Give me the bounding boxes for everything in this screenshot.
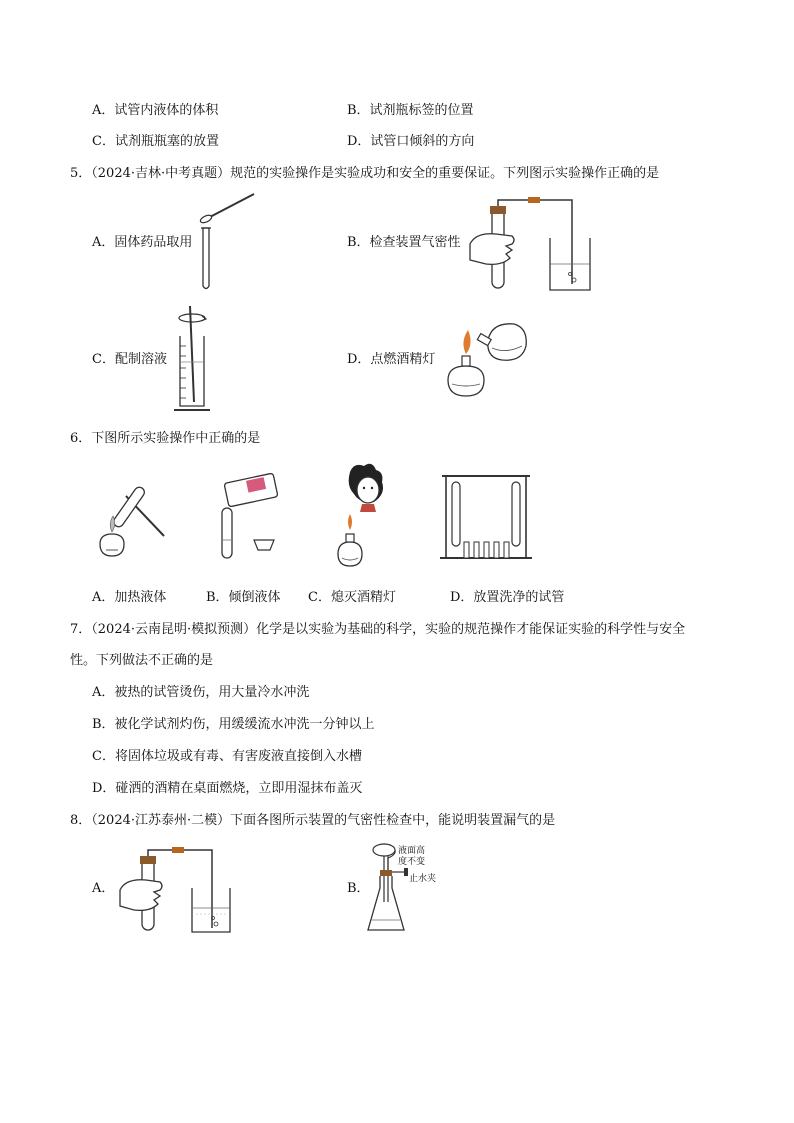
q5-option-a: A．固体药品取用 <box>92 235 193 250</box>
q6-stem: 6．下图所示实验操作中正确的是 <box>70 431 261 446</box>
q7-option-a: A．被热的试管烫伤，用大量冷水冲洗 <box>92 685 310 700</box>
q6-option-b: B．倾倒液体 <box>206 590 281 605</box>
q6-figure-extinguish-lamp <box>330 462 400 574</box>
q8-figure-a-airtightness <box>116 844 236 936</box>
q8-option-b: B． <box>347 881 370 896</box>
q5-figure-cylinder-stirring <box>168 302 214 414</box>
q6-figure-pouring-liquid <box>216 470 282 562</box>
q8-label-clamp: 止水夹 <box>409 874 437 884</box>
q5-figure-solid-sampling <box>196 190 266 295</box>
q7-stem-line2: 性。下列做法不正确的是 <box>70 653 214 668</box>
q5-stem: 5．（2024·吉林·中考真题）规范的实验操作是实验成功和安全的重要保证。下列图示实验操作正确的是 <box>70 166 660 181</box>
q8-stem: 8．（2024·江苏泰州·二模）下面各图所示装置的气密性检查中，能说明装置漏气的是 <box>70 813 556 828</box>
q4-option-b: B．试剂瓶标签的位置 <box>347 103 474 118</box>
q5-figure-airtightness-check <box>466 194 596 294</box>
q5-option-d: D．点燃酒精灯 <box>347 352 436 367</box>
q6-figure-tube-rack <box>436 472 536 564</box>
q5-option-b: B．检查装置气密性 <box>347 235 461 250</box>
q6-option-a: A．加热液体 <box>92 590 167 605</box>
q4-option-c: C．试剂瓶瓶塞的放置 <box>92 134 219 149</box>
q5-figure-alcohol-lamp-lighting <box>440 318 530 402</box>
q7-option-d: D．碰洒的酒精在桌面燃烧，立即用湿抹布盖灭 <box>92 781 363 796</box>
q4-option-d: D．试管口倾斜的方向 <box>347 134 475 149</box>
q5-option-c: C．配制溶液 <box>92 352 167 367</box>
q7-option-c: C．将固体垃圾或有毒、有害废液直接倒入水槽 <box>92 749 362 764</box>
q7-option-b: B．被化学试剂灼伤，用缓缓流水冲洗一分钟以上 <box>92 717 375 732</box>
q8-label-level-line2: 度不变 <box>398 857 426 867</box>
q8-option-a: A． <box>92 881 115 896</box>
q6-option-c: C．熄灭酒精灯 <box>308 590 396 605</box>
q8-label-level-line1: 液面高 <box>398 846 426 856</box>
q6-option-d: D．放置洗净的试管 <box>450 590 565 605</box>
q7-stem-line1: 7．（2024·云南昆明·模拟预测）化学是以实验为基础的科学，实验的规范操作才能保证实验的科学性与安全 <box>70 622 686 637</box>
q6-figure-heating-liquid <box>96 478 172 564</box>
q4-option-a: A．试管内液体的体积 <box>92 103 219 118</box>
